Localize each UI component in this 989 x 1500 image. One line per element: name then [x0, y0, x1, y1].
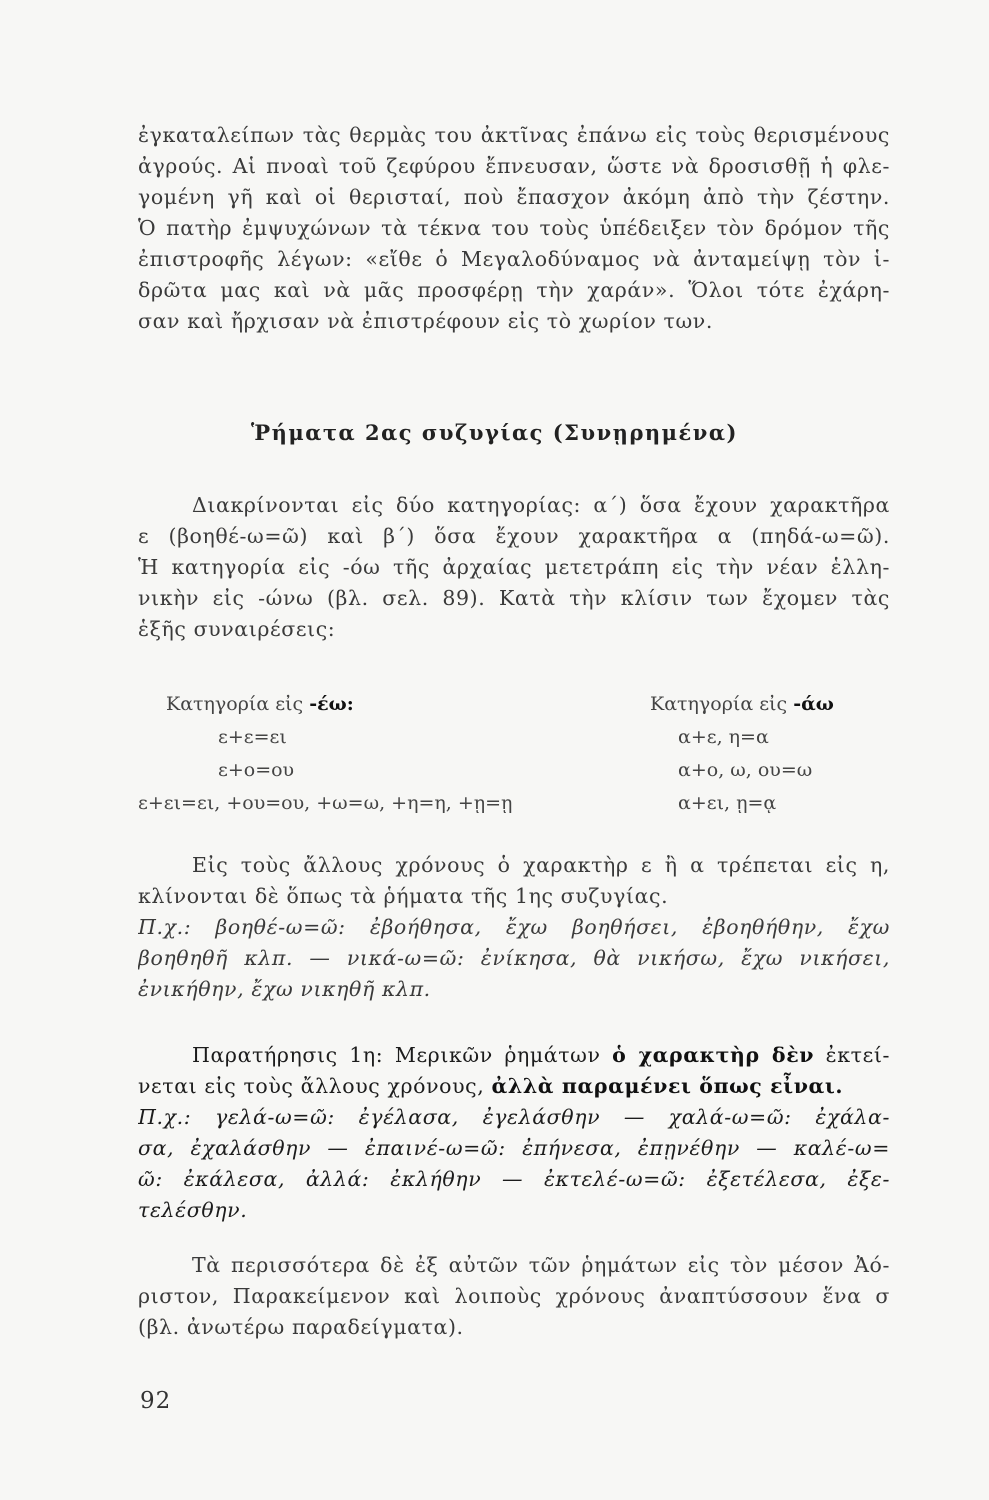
- text-line: ε (βοηθέ-ω=ῶ) καὶ β΄) ὅσα ἔχουν χαρακτῆρα α (πηδά-ω=ῶ).: [138, 524, 890, 548]
- right-column-header: [650, 688, 834, 721]
- text-line: Π.χ.: βοηθέ-ω=ῶ: ἐβοήθησα, ἔχω βοηθήσει, ἐβοηθήθην, ἔχω: [138, 915, 890, 939]
- remark-label: Παρατήρησις 1η:: [192, 1043, 384, 1067]
- text-line: ῶ: ἐκάλεσα, ἀλλά: ἐκλήθην — ἐκτελέ-ω=ῶ: ἐξετέλεσα, ἐξε-: [138, 1167, 890, 1191]
- text-line: γομένη γῆ καὶ οἱ θερισταί, ποὺ ἔπασχον ἀκόμη ἀπὸ τὴν ζέστην.: [138, 185, 890, 209]
- text-line: σαν καὶ ἤρχισαν νὰ ἐπιστρέφουν εἰς τὸ χωρίον των.: [138, 309, 713, 333]
- remark-line: [138, 1040, 890, 1071]
- header-ending: -άω: [793, 693, 834, 715]
- right-cell: α+ει, ῃ=ᾳ: [678, 792, 777, 814]
- table-row: [138, 754, 890, 787]
- section-heading: Ῥήματα 2ας συζυγίας (Συνῃρημένα): [251, 420, 738, 445]
- text-line: βοηθηθῆ κλπ. — νικά-ω=ῶ: ἐνίκησα, θὰ νικήσω, ἔχω νικήσει,: [138, 946, 890, 970]
- text-line: ἐνικήθην, ἔχω νικηθῆ κλπ.: [138, 977, 431, 1001]
- text-line: Ὁ πατὴρ ἐμψυχώνων τὰ τέκνα του τοὺς ὑπέδειξεν τὸν δρόμον τῆς: [138, 216, 890, 240]
- text-line: Τὰ περισσότερα δὲ ἐξ αὐτῶν τῶν ῥημάτων εἰς τὸν μέσον Ἀό-: [192, 1253, 890, 1277]
- text-line: νικὴν εἰς -ώνω (βλ. σελ. 89). Κατὰ τὴν κλίσιν των ἔχομεν τὰς: [138, 586, 890, 610]
- text-line: κλίνονται δὲ ὅπως τὰ ῥήματα τῆς 1ης συζυγίας.: [138, 884, 669, 908]
- text-line: Διακρίνονται εἰς δύο κατηγορίας: α΄) ὅσα ἔχουν χαρακτῆρα: [192, 493, 890, 517]
- text-line: (βλ. ἀνωτέρω παραδείγματα).: [138, 1315, 464, 1339]
- remark-text: ἐκτεί-: [825, 1043, 890, 1067]
- text-line: ἀγρούς. Αἱ πνοαὶ τοῦ ζεφύρου ἔπνευσαν, ὥστε νὰ δροσισθῇ ἡ φλε-: [138, 154, 890, 178]
- text-line: Εἰς τοὺς ἄλλους χρόνους ὁ χαρακτὴρ ε ἢ α τρέπεται εἰς η,: [192, 853, 890, 877]
- text-line: Π.χ.: γελά-ω=ῶ: ἐγέλασα, ἐγελάσθην — χαλά-ω=ῶ: ἐχάλα-: [138, 1105, 890, 1129]
- text-line: ἐγκαταλείπων τὰς θερμὰς του ἀκτῖνας ἐπάνω εἰς τοὺς θερισμένους: [138, 123, 890, 147]
- left-column-header: [166, 688, 354, 721]
- remark-text: νεται εἰς τοὺς ἄλλους χρόνους,: [138, 1074, 485, 1098]
- contraction-table: [138, 688, 890, 820]
- left-cell: ε+ει=ει, +ου=ου, +ω=ω, +η=η, +ῃ=ῃ: [138, 792, 513, 814]
- page-number: 92: [140, 1388, 172, 1414]
- table-header-row: [138, 688, 890, 721]
- remark-text: Μερικῶν ῥημάτων: [394, 1043, 601, 1067]
- paragraph-final: [138, 1250, 890, 1343]
- remark-block: [138, 1040, 890, 1226]
- text-line: δρῶτα μας καὶ νὰ μᾶς προσφέρῃ τὴν χαράν». Ὅλοι τότε ἐχάρη-: [138, 278, 890, 302]
- text-line: ριστον, Παρακείμενον καὶ λοιποὺς χρόνους ἀναπτύσσουν ἕνα σ: [138, 1284, 890, 1308]
- left-cell: ε+ε=ει: [218, 726, 287, 748]
- header-label: Κατηγορία εἰς: [166, 693, 304, 715]
- text-line: Ἡ κατηγορία εἰς -όω τῆς ἀρχαίας μετετράπη εἰς τὴν νέαν ἑλλη-: [138, 555, 890, 579]
- text-line: ἑξῆς συναιρέσεις:: [138, 617, 336, 641]
- right-cell: α+ο, ω, ου=ω: [678, 759, 813, 781]
- left-cell: ε+ο=ου: [218, 759, 295, 781]
- paragraph-top: [138, 120, 890, 337]
- text-line: σα, ἐχαλάσθην — ἐπαινέ-ω=ῶ: ἐπήνεσα, ἐπῃνέθην — καλέ-ω=: [138, 1136, 890, 1160]
- paragraph-other-tenses: [138, 850, 890, 912]
- table-row: [138, 721, 890, 754]
- header-label: Κατηγορία εἰς: [650, 693, 788, 715]
- remark-line: [138, 1071, 890, 1102]
- text-line: ἐπιστροφῆς λέγων: «εἴθε ὁ Μεγαλοδύναμος νὰ ἀνταμείψῃ τὸν ἱ-: [138, 247, 890, 271]
- text-line: τελέσθην.: [138, 1198, 248, 1222]
- header-ending: -έω:: [309, 693, 354, 715]
- right-cell: α+ε, η=α: [678, 726, 769, 748]
- table-row: [138, 787, 890, 820]
- examples-block: [138, 912, 890, 1005]
- remark-emphasis: ἀλλὰ παραμένει ὅπως εἶναι.: [491, 1074, 844, 1098]
- remark-emphasis: ὁ χαρακτὴρ δὲν: [612, 1043, 815, 1067]
- paragraph-intro: [138, 490, 890, 645]
